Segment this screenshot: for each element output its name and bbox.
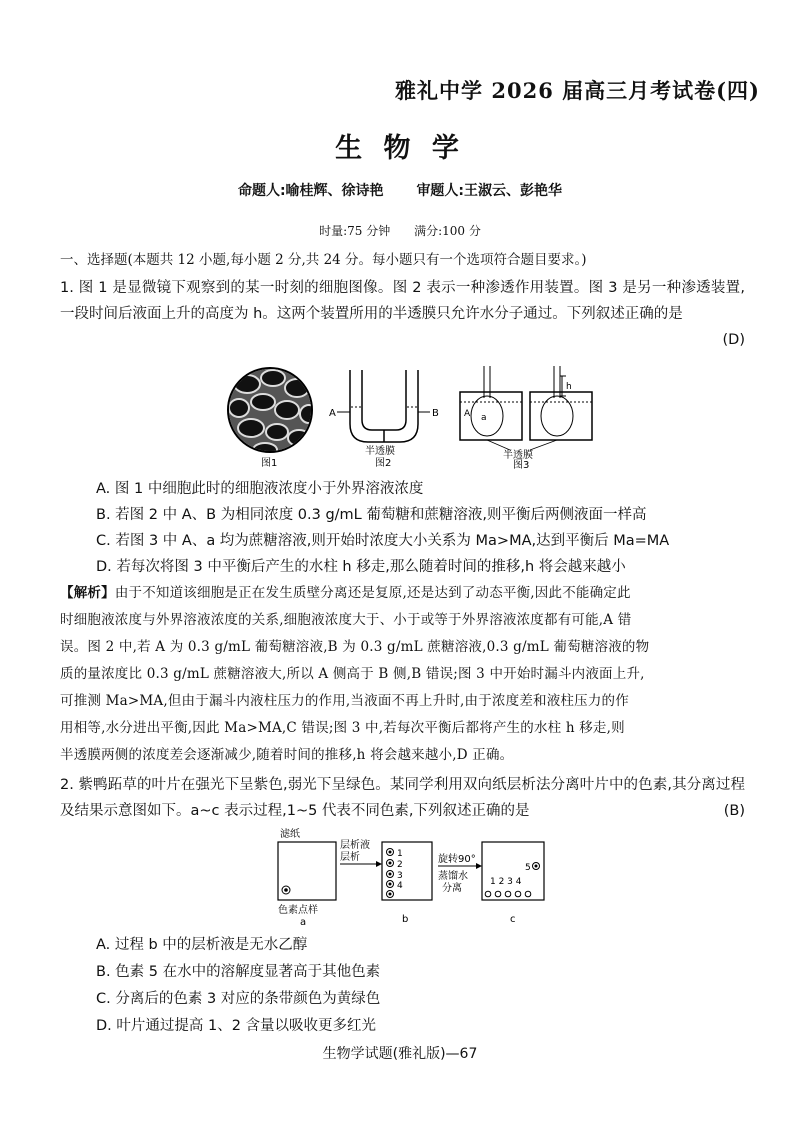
time-limit: 时量:75 分钟 — [319, 224, 391, 238]
fig3-label-a-outer: A — [464, 409, 471, 419]
step2-line3: 分离 — [442, 883, 462, 894]
step-a-label: a — [300, 917, 307, 928]
fig2-label-a: A — [329, 408, 336, 419]
fig2-membrane-label: 半透膜 — [365, 446, 395, 457]
q1-answer: (D) — [722, 332, 745, 348]
analysis-line: 用相等,水分进出平衡,因此 Ma>MA,C 错误;图 3 中,若每次平衡后都将产生的水柱 h 移走,则 — [60, 720, 625, 736]
analysis-line: 时细胞液浓度与外界溶液浓度的关系,细胞液浓度大于、小于或等于外界溶液浓度都有可能,A 错 — [60, 612, 632, 628]
q2-stem — [60, 772, 745, 824]
arrow-b-to-c-head — [476, 863, 482, 869]
step1-line1: 层析液 — [340, 840, 370, 851]
step-c-label: c — [510, 914, 516, 925]
fig2-u-tube — [337, 370, 430, 442]
analysis-line: 由于不知道该细胞是正在发生质壁分离还是复原,还是达到了动态平衡,因此不能确定此 — [114, 585, 631, 601]
q2-option-d: D. 叶片通过提高 1、2 含量以吸收更多红光 — [96, 1018, 377, 1034]
analysis-line: 可推测 Ma>MA,但由于漏斗内液柱压力的作用,当液面不再上升时,由于浓度差和液柱压力的作 — [60, 693, 629, 709]
full-score: 满分:100 分 — [414, 224, 481, 238]
section-heading: 一、选择题(本题共 12 小题,每小题 2 分,共 24 分。每小题只有一个选项符合题目要求。) — [60, 252, 587, 268]
fig3-membrane-label: 半透膜 — [503, 450, 533, 461]
spot-number: 3 — [397, 871, 403, 881]
q1-option-b: B. 若图 2 中 A、B 为相同浓度 0.3 g/mL 葡萄糖和蔗糖溶液,则平衡后两侧液面一样高 — [96, 507, 647, 523]
analysis-line: 质的量浓度比 0.3 g/mL 蔗糖溶液大,所以 A 侧高于 B 侧,B 错误;图 3 中开始时漏斗内液面上升, — [60, 666, 645, 682]
paper-c — [482, 842, 544, 900]
q2-option-b: B. 色素 5 在水中的溶解度显著高于其他色素 — [96, 964, 381, 980]
fig1-cells-diagram — [225, 362, 318, 458]
q1-option-d: D. 若每次将图 3 中平衡后产生的水柱 h 移走,那么随着时间的推移,h 将会越来越小 — [96, 559, 626, 575]
author-line — [0, 180, 800, 200]
q1-option-a: A. 图 1 中细胞此时的细胞液浓度小于外界溶液浓度 — [96, 481, 424, 497]
fig1-caption: 图1 — [261, 458, 278, 469]
sample-point-label: 色素点样 — [278, 905, 318, 916]
arrow-a-to-b-head — [376, 861, 382, 867]
paper-b — [382, 842, 432, 900]
fig2-label-b: B — [432, 408, 439, 419]
step1-line2: 层析 — [340, 852, 360, 863]
exam-title: 雅礼中学 2026 届高三月考试卷(四) — [395, 78, 760, 103]
analysis-line: 误。图 2 中,若 A 为 0.3 g/mL 葡萄糖溶液,B 为 0.3 g/mL 蔗糖溶液,0.3 g/mL 葡萄糖溶液的物 — [60, 639, 650, 655]
step2-line1: 旋转90° — [438, 854, 476, 865]
spot-number: 1 — [397, 849, 403, 859]
setter: 命题人:喻桂辉、徐诗艳 — [237, 183, 384, 199]
spot-number: 2 — [397, 860, 403, 870]
step2-line2: 蒸馏水 — [438, 871, 468, 882]
fig3-caption: 图3 — [513, 460, 530, 470]
subject-title: 生 物 学 — [335, 133, 465, 164]
time-info — [0, 222, 800, 239]
q1-figure — [225, 362, 605, 470]
step-b-label: b — [402, 914, 409, 925]
c-five: 5 — [525, 863, 531, 873]
q2-figure — [270, 826, 560, 930]
q2-stem-text: 2. 紫鸭跖草的叶片在强光下呈紫色,弱光下呈绿色。某同学利用双向纸层析法分离叶片中的色素,其分离过程及结果示意图如下。a~c 表示过程,1~5 代表不同色素,下列叙述正确的是 — [60, 777, 745, 819]
paper-a — [278, 842, 336, 900]
spot-number: 4 — [397, 881, 403, 891]
fig3-h-label: h — [566, 382, 572, 392]
q2-option-c: C. 分离后的色素 3 对应的条带颜色为黄绿色 — [96, 991, 381, 1007]
q2-answer: (B) — [723, 803, 745, 819]
fig2-caption: 图2 — [375, 458, 392, 469]
analysis-line: 半透膜两侧的浓度差会逐渐减少,随着时间的推移,h 将会越来越小,D 正确。 — [60, 747, 514, 763]
analysis-tag: 【解析】 — [60, 585, 115, 601]
reviewer: 审题人:王淑云、彭艳华 — [416, 183, 563, 199]
c-numbers: 1 2 3 4 — [490, 877, 522, 887]
fig3-osmosis-beakers — [460, 366, 592, 450]
q2-option-a: A. 过程 b 中的层析液是无水乙醇 — [96, 937, 308, 953]
q1-stem-text: 1. 图 1 是显微镜下观察到的某一时刻的细胞图像。图 2 表示一种渗透作用装置。图 3 是另一种渗透装置,一段时间后液面上升的高度为 h。这两个装置所用的半透膜只允许水分子通过。下列叙述正确的是 — [60, 280, 745, 322]
page-footer: 生物学试题(雅礼版)—67 — [322, 1046, 478, 1062]
filter-paper-label: 滤纸 — [280, 829, 300, 840]
fig3-label-a-inner: a — [481, 413, 487, 423]
q1-option-c: C. 若图 3 中 A、a 均为蔗糖溶液,则开始时浓度大小关系为 Ma>MA,达到平衡后 Ma=MA — [96, 533, 670, 549]
q1-stem — [60, 275, 745, 353]
q1-analysis — [60, 580, 750, 769]
